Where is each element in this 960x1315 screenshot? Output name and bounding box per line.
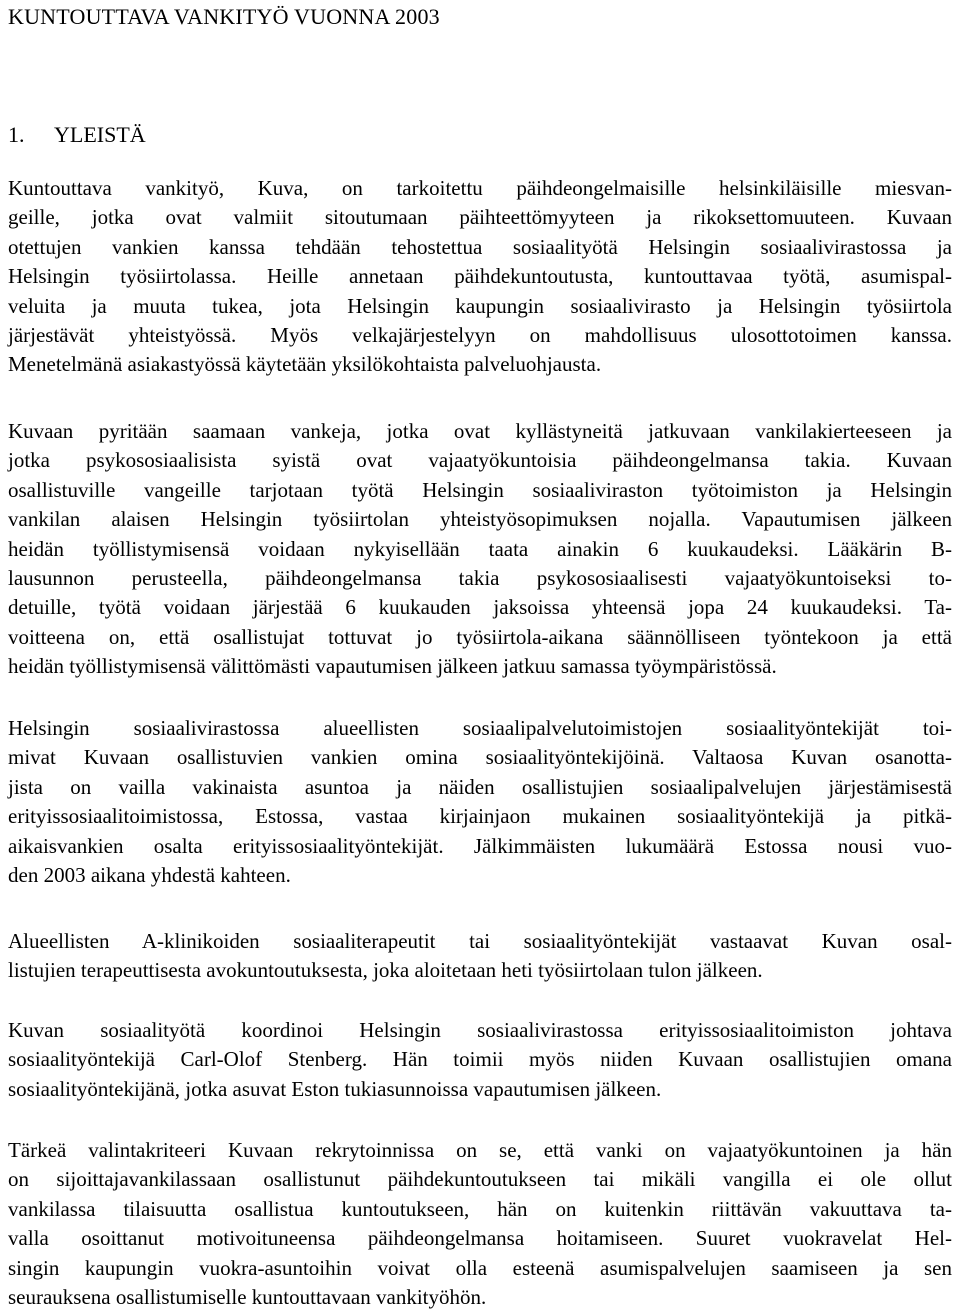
document-title: KUNTOUTTAVA VANKITYÖ VUONNA 2003 (8, 4, 440, 29)
paragraph-line: veluita ja muuta tukea, jota Helsingin kaupungin sosiaalivirasto ja Helsingin työsiirtola (8, 293, 952, 318)
paragraph-line: den 2003 aikana yhdestä kahteen. (8, 863, 291, 888)
paragraph-line: aikaisvankien osalta erityissosiaalityöntekijät. Jälkimmäisten lukumäärä Estossa nousi vuo- (8, 833, 952, 858)
paragraph-line: heidän työllistymisensä voidaan nykyisellään taata ainakin 6 kuukaudeksi. Lääkärin B- (8, 536, 952, 561)
paragraph-line: sosiaalityöntekijänä, jotka asuvat Eston tukiasunnoissa vapautumisen jälkeen. (8, 1076, 662, 1101)
paragraph-3 (8, 714, 952, 890)
paragraph-line: voitteena on, että osallistujat tottuvat jo työsiirtola-aikana säännölliseen työntekoon ja että (8, 624, 952, 649)
paragraph-line: Kuntouttava vankityö, Kuva, on tarkoitettu päihdeongelmaisille helsinkiläisille miesvan- (8, 176, 952, 200)
section-number: 1. (8, 122, 25, 147)
paragraph-line: lausunnon perusteella, päihdeongelmansa takia psykososiaalisesti vajaatyökuntoiseksi to- (8, 566, 952, 591)
paragraph-line: mivat Kuvaan osallistuvien vankien omina sosiaalityöntekijöinä. Valtaosa Kuvan osanotta- (8, 745, 952, 770)
paragraph-line: otettujen vankien kanssa tehdään tehostettua sosiaalityötä Helsingin sosiaalivirastossa ja (8, 234, 952, 259)
paragraph-6 (8, 1136, 952, 1312)
paragraph-line: järjestävät yhteistyössä. Myös velkajärjestelyyn on mahdollisuus ulosottotoimen kanssa. (8, 323, 952, 348)
paragraph-line: jotka psykososiaalisista syistä ovat vajaatyökuntoisia päihdeongelmansa takia. Kuvaan (8, 448, 952, 473)
paragraph-line: valla osoittanut motivoituneensa päihdeongelmansa hoitamiseen. Suuret vuokravelat Hel- (8, 1226, 952, 1251)
paragraph-line: listujien terapeuttisesta avokuntoutuksesta, joka aloitetaan heti työsiirtolaan tulon jälkeen. (8, 958, 763, 983)
paragraph-line: on sijoittajavankilassaan osallistunut päihdekuntoutukseen tai mikäli vangilla ei ole ollut (8, 1167, 952, 1192)
paragraph-line: jista on vailla vakinaista asuntoa ja näiden osallistujien sosiaalipalvelujen järjestämisestä (8, 774, 952, 799)
paragraph-line: detuille, työtä voidaan järjestää 6 kuukauden jaksoissa yhteensä jopa 24 kuukaudeksi. Ta- (8, 595, 952, 620)
paragraph-line: heidän työllistymisensä välittömästi vapautumisen jälkeen jatkuu samassa työympäristössä. (8, 654, 777, 679)
paragraph-line: vankilan alaisen Helsingin työsiirtolan yhteistyösopimuksen nojalla. Vapautumisen jälkeen (8, 507, 952, 532)
paragraph-line: Alueellisten A-klinikoiden sosiaaliterapeutit tai sosiaalityöntekijät vastaavat Kuvan osal- (8, 929, 952, 953)
paragraph-line: seurauksena osallistumiselle kuntouttavaan vankityöhön. (8, 1285, 487, 1310)
section-heading (8, 122, 146, 148)
paragraph-line: singin kaupungin vuokra-asuntoihin voivat olla esteenä asumispalvelujen saamiseen ja sen (8, 1255, 952, 1280)
paragraph-line: erityissosiaalitoimistossa, Estossa, vastaa kirjainjaon mukainen sosiaalityöntekijä ja pitkä- (8, 804, 952, 829)
paragraph-line: sosiaalityöntekijä Carl-Olof Stenberg. Hän toimii myös niiden Kuvaan osallistujien omana (8, 1047, 952, 1072)
paragraph-line: Kuvaan pyritään saamaan vankeja, jotka ovat kyllästyneitä jatkuvaan vankilakierteeseen ja (8, 419, 952, 443)
paragraph-2 (8, 417, 952, 682)
paragraph-line: Helsingin sosiaalivirastossa alueellisten sosiaalipalvelutoimistojen sosiaalityöntekijät toi- (8, 716, 952, 740)
paragraph-line: osallistuville vangeille tarjotaan työtä Helsingin sosiaaliviraston työtoimiston ja Helsingin (8, 477, 952, 502)
paragraph-line: Kuvan sosiaalityötä koordinoi Helsingin sosiaalivirastossa erityissosiaalitoimiston johtava (8, 1018, 952, 1042)
paragraph-1 (8, 174, 952, 380)
paragraph-line: geille, jotka ovat valmiit sitoutumaan päihteettömyyteen ja rikoksettomuuteen. Kuvaan (8, 205, 952, 230)
section-heading-text: YLEISTÄ (54, 122, 146, 147)
paragraph-line: vankilassa tilaisuutta osallistua kuntoutukseen, hän on kuitenkin riittävän vakuuttava ta- (8, 1196, 952, 1221)
paragraph-4 (8, 927, 952, 986)
paragraph-line: Tärkeä valintakriteeri Kuvaan rekrytoinnissa on se, että vanki on vajaatyökuntoinen ja hän (8, 1138, 952, 1162)
paragraph-line: Helsingin työsiirtolassa. Heille annetaan päihdekuntoutusta, kuntouttavaa työtä, asumispal- (8, 264, 952, 289)
paragraph-line: Menetelmänä asiakastyössä käytetään yksilökohtaista palveluohjausta. (8, 352, 602, 377)
paragraph-5 (8, 1016, 952, 1104)
